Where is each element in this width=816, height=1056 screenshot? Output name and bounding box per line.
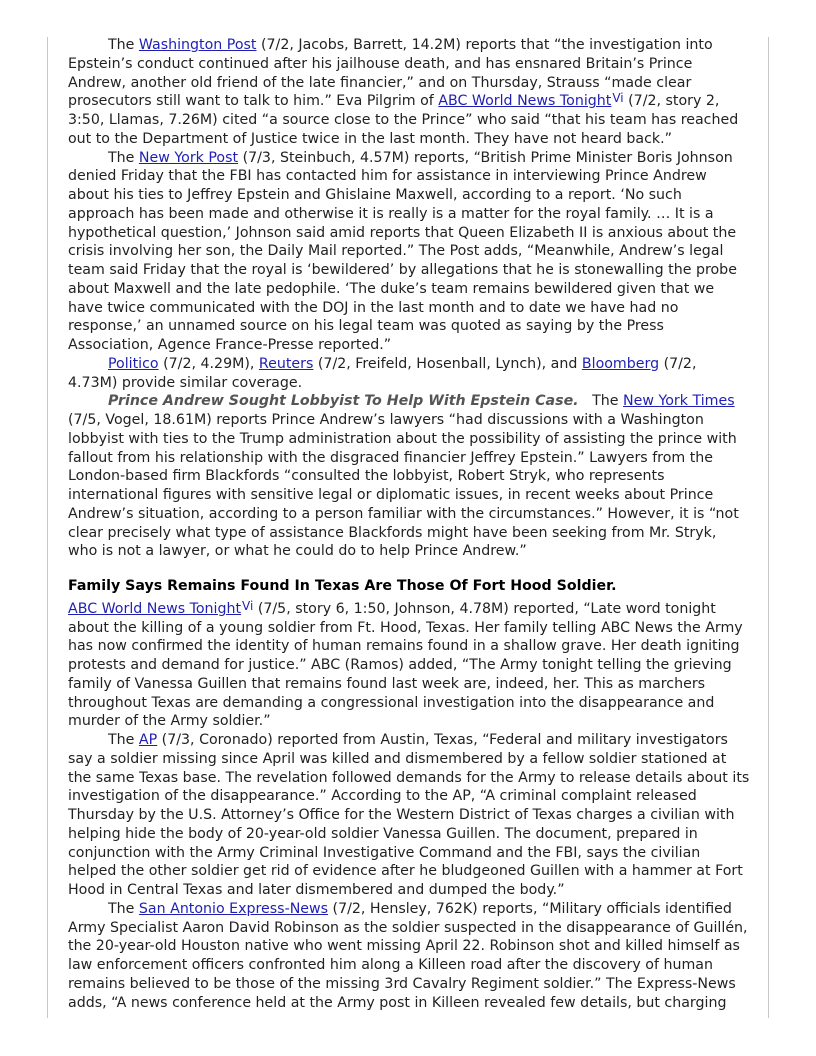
right-margin-rule xyxy=(768,37,769,1018)
source-link-ap[interactable]: AP xyxy=(138,732,158,748)
section-heading: Family Says Remains Found In Texas Are Those Of Fort Hood Soldier. xyxy=(68,578,617,594)
document-body xyxy=(68,36,750,1012)
paragraph-similar-coverage: Politico (7/2, 4.29M), Reuters (7/2, Freifeld, Hosenball, Lynch), and Bloomberg (7/2, 4.73M) provide similar coverage. xyxy=(68,355,697,391)
paragraph-express-news: The San Antonio Express-News (7/2, Hensley, 762K) reports, “Military officials identified Army Specialist Aaron David Robinson as the soldier suspected in the disappearance of Guillén, the 20-year-old Houston native who went missing April 22. Robinson shot and killed himself as law enforcement officers confronted him along a Killeen road after the discovery of human remains believed to be those of the missing 3rd Cavalry Regiment soldier.” The Express-News adds, “A news conference held at the Army post in Killeen revealed few details, but charging xyxy=(68,900,748,1011)
video-marker: Vi xyxy=(612,91,624,106)
source-link-new-york-times[interactable]: New York Times xyxy=(623,393,735,410)
source-link-politico[interactable]: Politico xyxy=(108,355,159,372)
paragraph-lobbyist: Prince Andrew Sought Lobbyist To Help With Epstein Case. The New York Times (7/5, Vogel, 18.61M) reports Prince Andrew’s lawyers “had discussions with a Washington lobbyist with ties to the Trump administration about the possibility of assisting the prince with fallout from his relationship with the disgraced financier Jeffrey Epstein.” Lawyers from the London-based firm Blackfords “consulted the lobbyist, Robert Stryk, who represents international figures with sensitive legal or diplomatic issues, in recent weeks about Prince Andrew’s situation, according to a person familiar with the circumstances.” However, it is “not clear precisely what type of assistance Blackfords might have been seeking from Mr. Stryk, who is not a lawyer, or what he could do to help Prince Andrew.” xyxy=(68,393,739,560)
left-margin-rule xyxy=(47,37,48,1018)
source-link-abc-world-news-2[interactable]: ABC World News Tonight xyxy=(68,600,242,617)
story-subheadline: Prince Andrew Sought Lobbyist To Help With Epstein Case. xyxy=(108,393,579,410)
paragraph-washington-post: The Washington Post (7/2, Jacobs, Barrett, 14.2M) reports that “the investigation into Epstein’s conduct continued after his jailhouse death, and has ensnared Britain’s Prince Andrew, another old friend of the late financier,” and on Thursday, Strauss “made clear prosecutors still want to talk to him.” Eva Pilgrim of ABC World News Tonight$^{Vi}$ (7/2, story 2, 3:50, Llamas, 7.26M) cited “a source close to the Prince” who said “that his team has reached out to the Department of Justice twice in the last month. They have not heard back.” xyxy=(68,37,739,147)
paragraph-ap: The AP (7/3, Coronado) reported from Austin, Texas, “Federal and military investigators say a soldier missing since April was killed and dismembered by a fellow soldier stationed at the same Texas base. The revelation followed demands for the Army to release details about its investigation of the disappearance.” According to the AP, “A criminal complaint released Thursday by the U.S. Attorney’s Office for the Western District of Texas charges a civilian with helping hide the body of 20-year-old soldier Vanessa Guillen. The document, prepared in conjunction with the Army Criminal Investigative Command and the FBI, says the civilian helped the other soldier get rid of evidence after he bludgeoned Guillen with a hammer at Fort Hood in Central Texas and later dismembered and dumped the body.” xyxy=(68,732,750,898)
source-link-abc-world-news[interactable]: ABC World News Tonight xyxy=(438,93,612,110)
source-link-new-york-post[interactable]: New York Post xyxy=(138,149,239,166)
source-link-bloomberg[interactable]: Bloomberg xyxy=(581,355,660,372)
paragraph-abc-fort-hood: ABC World News Tonight$^{Vi}$ (7/5, story 6, 1:50, Johnson, 4.78M) reported, “Late word tonight about the killing of a young soldier from Ft. Hood, Texas. Her family telling ABC News the Army has now confirmed the identity of human remains found in a shallow grave. Her death igniting protests and demand for justice.” ABC (Ramos) added, “The Army tonight telling the grieving family of Vanessa Guillen that remains found last week are, indeed, her. This as marchers throughout Texas are demanding a congressional investigation into the disappearance and murder of the Army soldier.” xyxy=(68,598,743,730)
paragraph-new-york-post: The New York Post (7/3, Steinbuch, 4.57M) reports, “British Prime Minister Boris Johnson denied Friday that the FBI has contacted him for assistance in interviewing Prince Andrew about his ties to Jeffrey Epstein and Ghislaine Maxwell, according to a report. ‘No such approach has been made and otherwise it is really is a matter for the royal family. … It is a hypothetical question,’ Johnson said amid reports that Queen Elizabeth II is anxious about the crisis involving her son, the Daily Mail reported.” The Post adds, “Meanwhile, Andrew’s legal team said Friday that the royal is ‘bewildered’ by allegations that he is stonewalling the probe about Maxwell and the late pedophile. ‘The duke’s team remains bewildered given that we have twice communicated with the DOJ in the last month and to date we have had no response,’ an unnamed source on his legal team was quoted as saying by the Press Association, Agence France-Presse reported.” xyxy=(68,149,737,353)
source-link-reuters[interactable]: Reuters xyxy=(258,355,314,372)
source-link-washington-post[interactable]: Washington Post xyxy=(138,37,257,53)
video-marker: Vi xyxy=(242,598,254,613)
source-link-san-antonio-express-news[interactable]: San Antonio Express-News xyxy=(138,900,329,917)
